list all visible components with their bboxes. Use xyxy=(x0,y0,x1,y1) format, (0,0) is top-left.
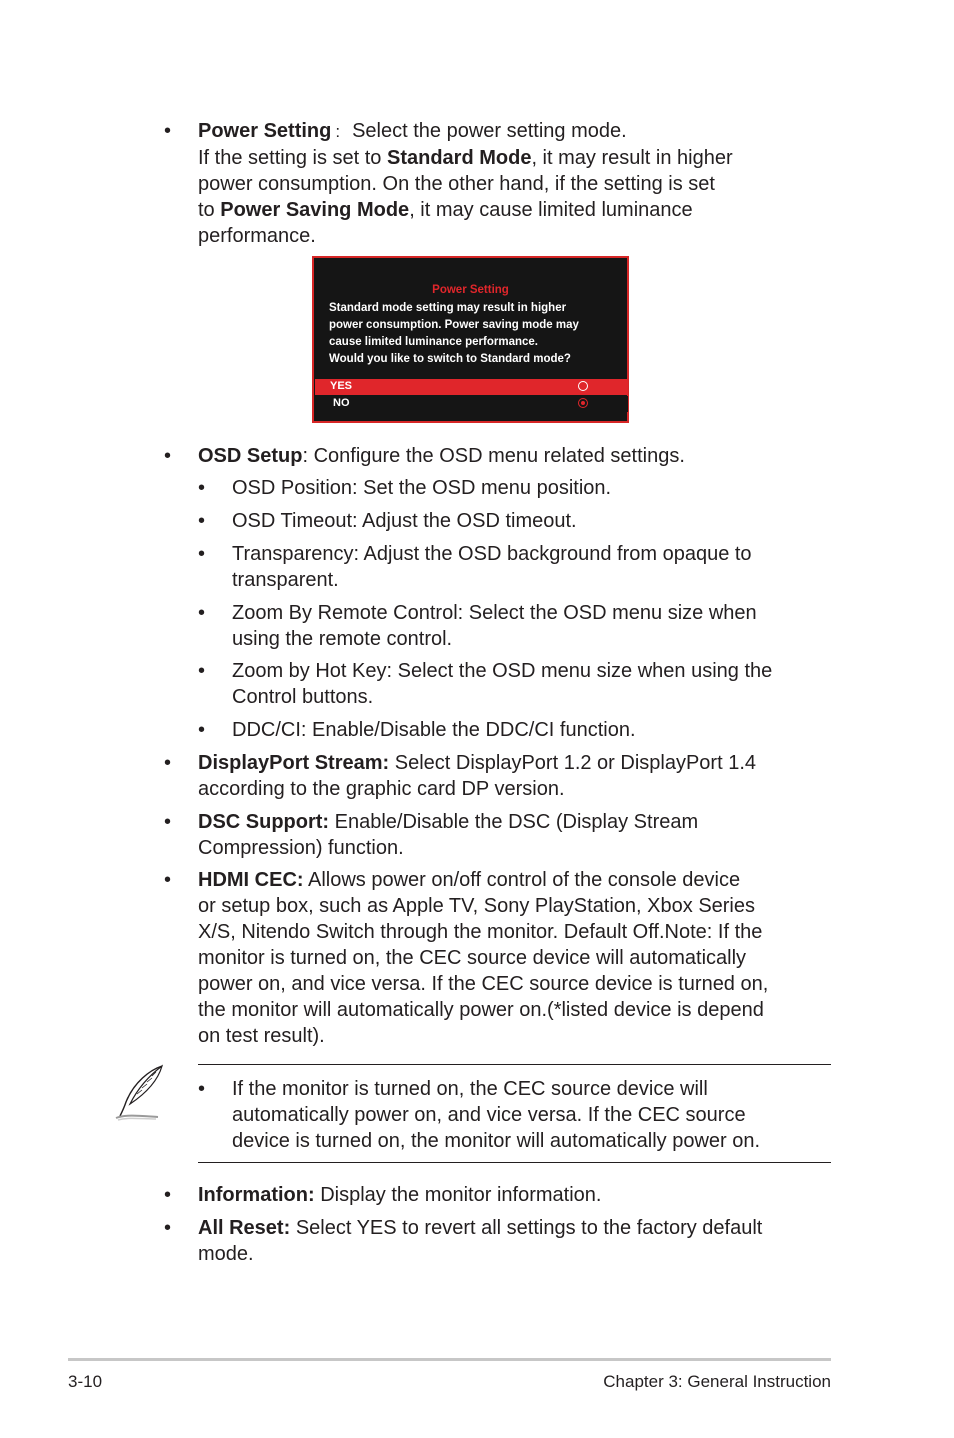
text-line: on test result). xyxy=(198,1025,325,1047)
page-number: 3-10 xyxy=(68,1372,103,1391)
text-line: device is turned on, the monitor will automatically power on. xyxy=(232,1130,761,1152)
standard-mode-term: Standard Mode xyxy=(386,147,532,169)
bullet: • xyxy=(164,869,172,891)
bullet: • xyxy=(198,477,206,499)
bullet: • xyxy=(198,510,206,532)
text-line: , it may result in higher xyxy=(531,147,733,169)
footer-rule xyxy=(68,1358,831,1361)
all-reset-title: All Reset: xyxy=(198,1217,291,1239)
note-top-rule xyxy=(198,1064,831,1065)
bullet: • xyxy=(164,1217,172,1239)
osd-power-setting-dialog xyxy=(312,256,629,423)
sub-item-text xyxy=(232,600,832,652)
text-line: Control buttons. xyxy=(232,686,374,708)
bullet: • xyxy=(198,1078,206,1100)
text-line: Zoom By Remote Control: Select the OSD menu size when xyxy=(232,602,757,624)
feather-note-icon xyxy=(112,1062,168,1122)
osd-setup-title: OSD Setup xyxy=(198,445,303,467)
chapter-title: Chapter 3: General Instruction xyxy=(603,1372,831,1391)
sub-item-text: OSD Timeout: Adjust the OSD timeout. xyxy=(232,510,577,532)
bullet: • xyxy=(164,1184,172,1206)
text-line: X/S, Nitendo Switch through the monitor. Default Off.Note: If the xyxy=(198,921,763,943)
power-setting-title: Power Setting xyxy=(198,120,332,142)
text-line: Compression) function. xyxy=(198,837,404,859)
bullet: • xyxy=(164,752,172,774)
text-line: monitor is turned on, the CEC source device will automatically xyxy=(198,947,747,969)
osd-message-line: power consumption. Power saving mode may xyxy=(329,319,579,331)
power-saving-mode-term: Power Saving Mode xyxy=(220,199,410,221)
text-line: Allows power on/off control of the console device xyxy=(308,869,741,891)
power-setting-text xyxy=(198,118,828,249)
text-line: Select the power setting mode. xyxy=(352,120,627,142)
bullet: • xyxy=(198,543,206,565)
information-desc: Display the monitor information. xyxy=(320,1184,602,1206)
all-reset-text xyxy=(198,1215,828,1267)
sub-item-text xyxy=(232,541,832,593)
text-line: If the monitor is turned on, the CEC source device will xyxy=(232,1078,708,1100)
text-line: to xyxy=(198,199,221,221)
bullet: • xyxy=(198,660,206,682)
bullet: • xyxy=(198,719,206,741)
sub-item-text: DDC/CI: Enable/Disable the DDC/CI function. xyxy=(232,719,636,741)
colon: : xyxy=(335,122,341,141)
note-bottom-rule xyxy=(198,1162,831,1163)
text-line: the monitor will automatically power on.(*listed device is depend xyxy=(198,999,764,1021)
text-line: Zoom by Hot Key: Select the OSD menu size when using the xyxy=(232,660,773,682)
text-line: If the setting is set to xyxy=(198,147,387,169)
information-title: Information: xyxy=(198,1184,315,1206)
text-line: transparent. xyxy=(232,569,339,591)
text-line: Enable/Disable the DSC (Display Stream xyxy=(334,811,699,833)
osd-option-label: YES xyxy=(330,380,353,392)
text-line: power consumption. On the other hand, if the setting is set xyxy=(198,173,715,195)
osd-dialog-title: Power Setting xyxy=(432,284,509,296)
text-line: Select DisplayPort 1.2 or DisplayPort 1.4 xyxy=(394,752,757,774)
osd-message-line: Standard mode setting may result in higher xyxy=(329,302,567,314)
osd-message-line: Would you like to switch to Standard mode? xyxy=(329,353,571,365)
osd-dialog-message xyxy=(329,300,619,368)
displayport-text xyxy=(198,750,828,802)
text-line: using the remote control. xyxy=(232,628,453,650)
bullet: • xyxy=(164,811,172,833)
osd-setup-desc: : Configure the OSD menu related settings. xyxy=(302,445,685,467)
bullet: • xyxy=(164,445,172,467)
text-line: Transparency: Adjust the OSD background from opaque to xyxy=(232,543,752,565)
text-line: automatically power on, and vice versa. If the CEC source xyxy=(232,1104,746,1126)
osd-setup-text xyxy=(198,443,828,469)
text-line: mode. xyxy=(198,1243,254,1265)
text-line: , it may cause limited luminance xyxy=(409,199,693,221)
radio-selected-icon[interactable] xyxy=(578,398,588,408)
sub-item-text xyxy=(232,658,832,710)
osd-option-no[interactable] xyxy=(315,396,628,412)
note-text xyxy=(232,1076,832,1154)
displayport-title: DisplayPort Stream: xyxy=(198,752,390,774)
radio-unselected-icon[interactable] xyxy=(578,381,588,391)
text-line: according to the graphic card DP version. xyxy=(198,778,565,800)
hdmi-cec-title: HDMI CEC: xyxy=(198,869,304,891)
sub-item-text: OSD Position: Set the OSD menu position. xyxy=(232,477,612,499)
text-line: or setup box, such as Apple TV, Sony PlayStation, Xbox Series xyxy=(198,895,756,917)
bullet: • xyxy=(198,602,206,624)
bullet: • xyxy=(164,120,172,142)
osd-message-line: cause limited luminance performance. xyxy=(329,336,538,348)
information-text xyxy=(198,1182,828,1208)
text-line: power on, and vice versa. If the CEC source device is turned on, xyxy=(198,973,769,995)
osd-option-yes[interactable] xyxy=(315,379,628,395)
hdmi-cec-text xyxy=(198,867,828,1049)
dsc-text xyxy=(198,809,828,861)
osd-option-label: NO xyxy=(333,397,350,409)
text-line: Select YES to revert all settings to the factory default xyxy=(295,1217,763,1239)
dsc-title: DSC Support: xyxy=(198,811,330,833)
text-line: performance. xyxy=(198,225,316,247)
